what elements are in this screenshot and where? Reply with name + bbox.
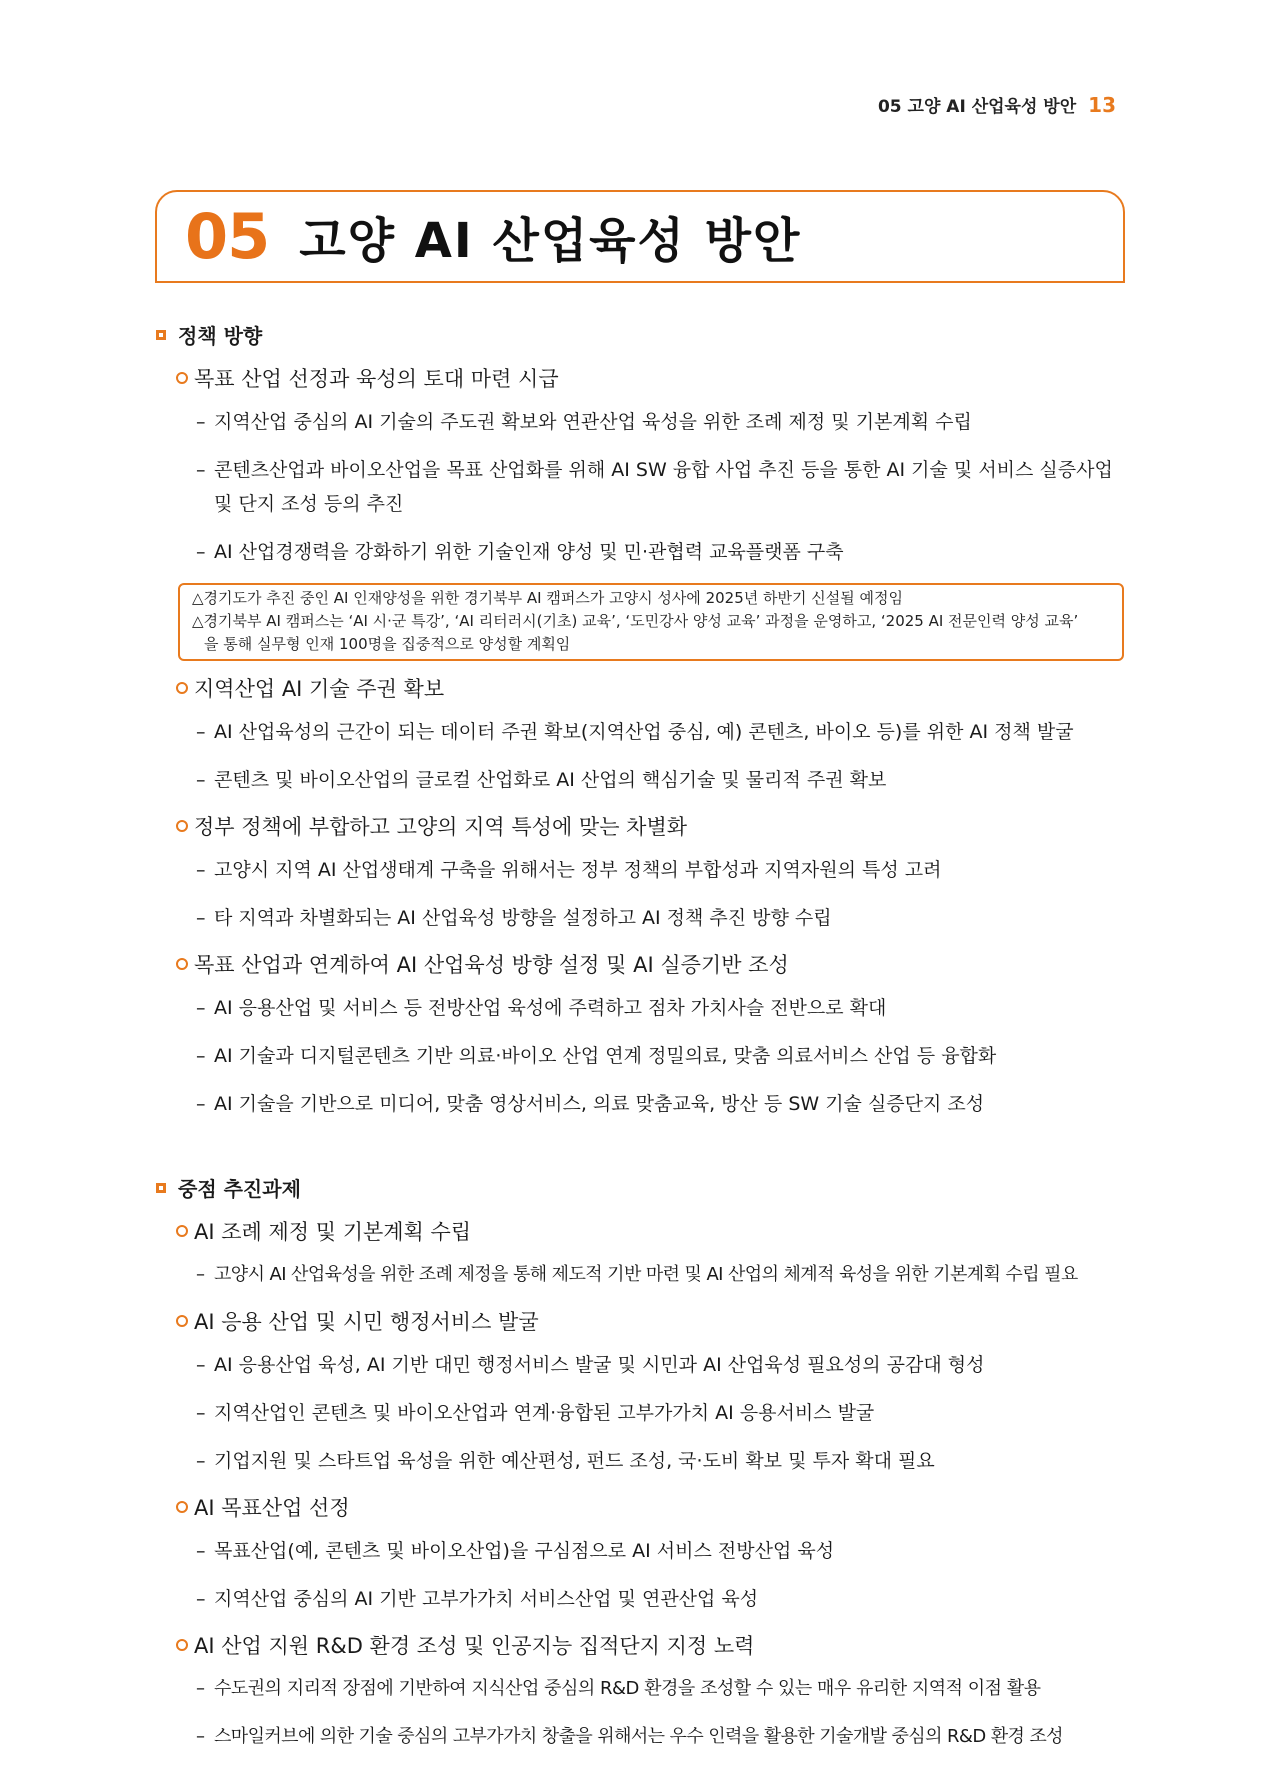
note-line: △경기도가 추진 중인 AI 인재양성을 위한 경기북부 AI 캠퍼스가 고양시 성사에 2025년 하반기 신설될 예정임 bbox=[192, 589, 903, 607]
ring-bullet-icon bbox=[176, 958, 188, 970]
page-number: 13 bbox=[1088, 93, 1116, 117]
list-item: – AI 응용산업 및 서비스 등 전방산업 육성에 주력하고 점차 가치사슬 전반으로 확대 bbox=[196, 997, 887, 1019]
ring-bullet-icon bbox=[176, 682, 188, 694]
ring-bullet-icon bbox=[176, 1315, 188, 1327]
list-item: – AI 산업육성의 근간이 되는 데이터 주권 확보(지역산업 중심, 예) 콘텐츠, 바이오 등)를 위한 AI 정책 발굴 bbox=[196, 721, 1074, 743]
ring-bullet-icon bbox=[176, 1225, 188, 1237]
subsection-heading: AI 조례 제정 및 기본계획 수립 bbox=[176, 1216, 1132, 1246]
note-line: 을 통해 실무형 인재 100명을 집중적으로 양성할 계획임 bbox=[204, 635, 571, 653]
list-item: – 지역산업 중심의 AI 기반 고부가가치 서비스산업 및 연관산업 육성 bbox=[196, 1588, 759, 1610]
list-item: – 지역산업 중심의 AI 기술의 주도권 확보와 연관산업 육성을 위한 조례 제정 및 기본계획 수립 bbox=[196, 411, 972, 433]
list-item: – 콘텐츠 및 바이오산업의 글로컬 산업화로 AI 산업의 핵심기술 및 물리적 주권 확보 bbox=[196, 769, 887, 791]
page-body bbox=[152, 320, 1132, 1768]
subsection-heading: AI 목표산업 선정 bbox=[176, 1492, 1132, 1522]
chapter-title-box bbox=[155, 190, 1125, 283]
list-item: – 고양시 지역 AI 산업생태계 구축을 위해서는 정부 정책의 부합성과 지역자원의 특성 고려 bbox=[196, 859, 942, 881]
section-heading: 정책 방향 bbox=[152, 320, 1132, 349]
list-item: – 타 지역과 차별화되는 AI 산업육성 방향을 설정하고 AI 정책 추진 방향 수립 bbox=[196, 907, 832, 929]
note-line: △경기북부 AI 캠퍼스는 ‘AI 시·군 특강’, ‘AI 리터러시(기초) 교육’, ‘도민강사 양성 교육’ 과정을 운영하고, ‘2025 AI 전문인력 양성 교육’ bbox=[192, 612, 1079, 630]
ring-bullet-icon bbox=[176, 820, 188, 832]
list-item: – 기업지원 및 스타트업 육성을 위한 예산편성, 펀드 조성, 국·도비 확보 및 투자 확대 필요 bbox=[196, 1450, 935, 1472]
list-item: – 콘텐츠산업과 바이오산업을 목표 산업화를 위해 AI SW 융합 사업 추진 등을 통한 AI 기술 및 서비스 실증사업 및 단지 조성 등의 추진 bbox=[196, 459, 1113, 515]
chapter-number: 05 bbox=[185, 200, 270, 273]
subsection-heading: AI 산업 지원 R&D 환경 조성 및 인공지능 집적단지 지정 노력 bbox=[176, 1630, 1132, 1660]
subsection-heading: 정부 정책에 부합하고 고양의 지역 특성에 맞는 차별화 bbox=[176, 811, 1132, 841]
ring-bullet-icon bbox=[176, 372, 188, 384]
list-item: – AI 기술을 기반으로 미디어, 맞춤 영상서비스, 의료 맞춤교육, 방산 등 SW 기술 실증단지 조성 bbox=[196, 1093, 985, 1115]
subsection-heading: 지역산업 AI 기술 주권 확보 bbox=[176, 673, 1132, 703]
list-item: – AI 응용산업 육성, AI 기반 대민 행정서비스 발굴 및 시민과 AI 산업육성 필요성의 공감대 형성 bbox=[196, 1354, 985, 1376]
subsection-heading: 목표 산업과 연계하여 AI 산업육성 방향 설정 및 AI 실증기반 조성 bbox=[176, 949, 1132, 979]
ring-bullet-icon bbox=[176, 1639, 188, 1651]
list-item: – 지역산업인 콘텐츠 및 바이오산업과 연계·융합된 고부가가치 AI 응용서비스 발굴 bbox=[196, 1402, 875, 1424]
list-item: – AI 기술과 디지털콘텐츠 기반 의료·바이오 산업 연계 정밀의료, 맞춤 의료서비스 산업 등 융합화 bbox=[196, 1045, 997, 1067]
list-item: – 고양시 AI 산업육성을 위한 조례 제정을 통해 제도적 기반 마련 및 AI 산업의 체계적 육성을 위한 기본계획 수립 필요 bbox=[196, 1264, 1078, 1285]
list-item: – AI 산업경쟁력을 강화하기 위한 기술인재 양성 및 민·관협력 교육플랫폼 구축 bbox=[196, 541, 844, 563]
square-bullet-icon bbox=[156, 1183, 166, 1193]
section-heading: 중점 추진과제 bbox=[152, 1173, 1132, 1202]
list-item: – 목표산업(예, 콘텐츠 및 바이오산업)을 구심점으로 AI 서비스 전방산업 육성 bbox=[196, 1540, 835, 1562]
square-bullet-icon bbox=[156, 330, 166, 340]
subsection-heading: 목표 산업 선정과 육성의 토대 마련 시급 bbox=[176, 363, 1132, 393]
list-item: – 스마일커브에 의한 기술 중심의 고부가가치 창출을 위해서는 우수 인력을 활용한 기술개발 중심의 R&D 환경 조성 bbox=[196, 1726, 1063, 1747]
subsection-heading: AI 응용 산업 및 시민 행정서비스 발굴 bbox=[176, 1306, 1132, 1336]
note-box bbox=[178, 583, 1124, 661]
chapter-title: 고양 AI 산업육성 방안 bbox=[299, 213, 802, 269]
running-header bbox=[878, 92, 1116, 117]
ring-bullet-icon bbox=[176, 1501, 188, 1513]
list-item: – 수도권의 지리적 장점에 기반하여 지식산업 중심의 R&D 환경을 조성할 수 있는 매우 유리한 지역적 이점 활용 bbox=[196, 1678, 1041, 1699]
running-title: 05 고양 AI 산업육성 방안 bbox=[877, 97, 1077, 117]
